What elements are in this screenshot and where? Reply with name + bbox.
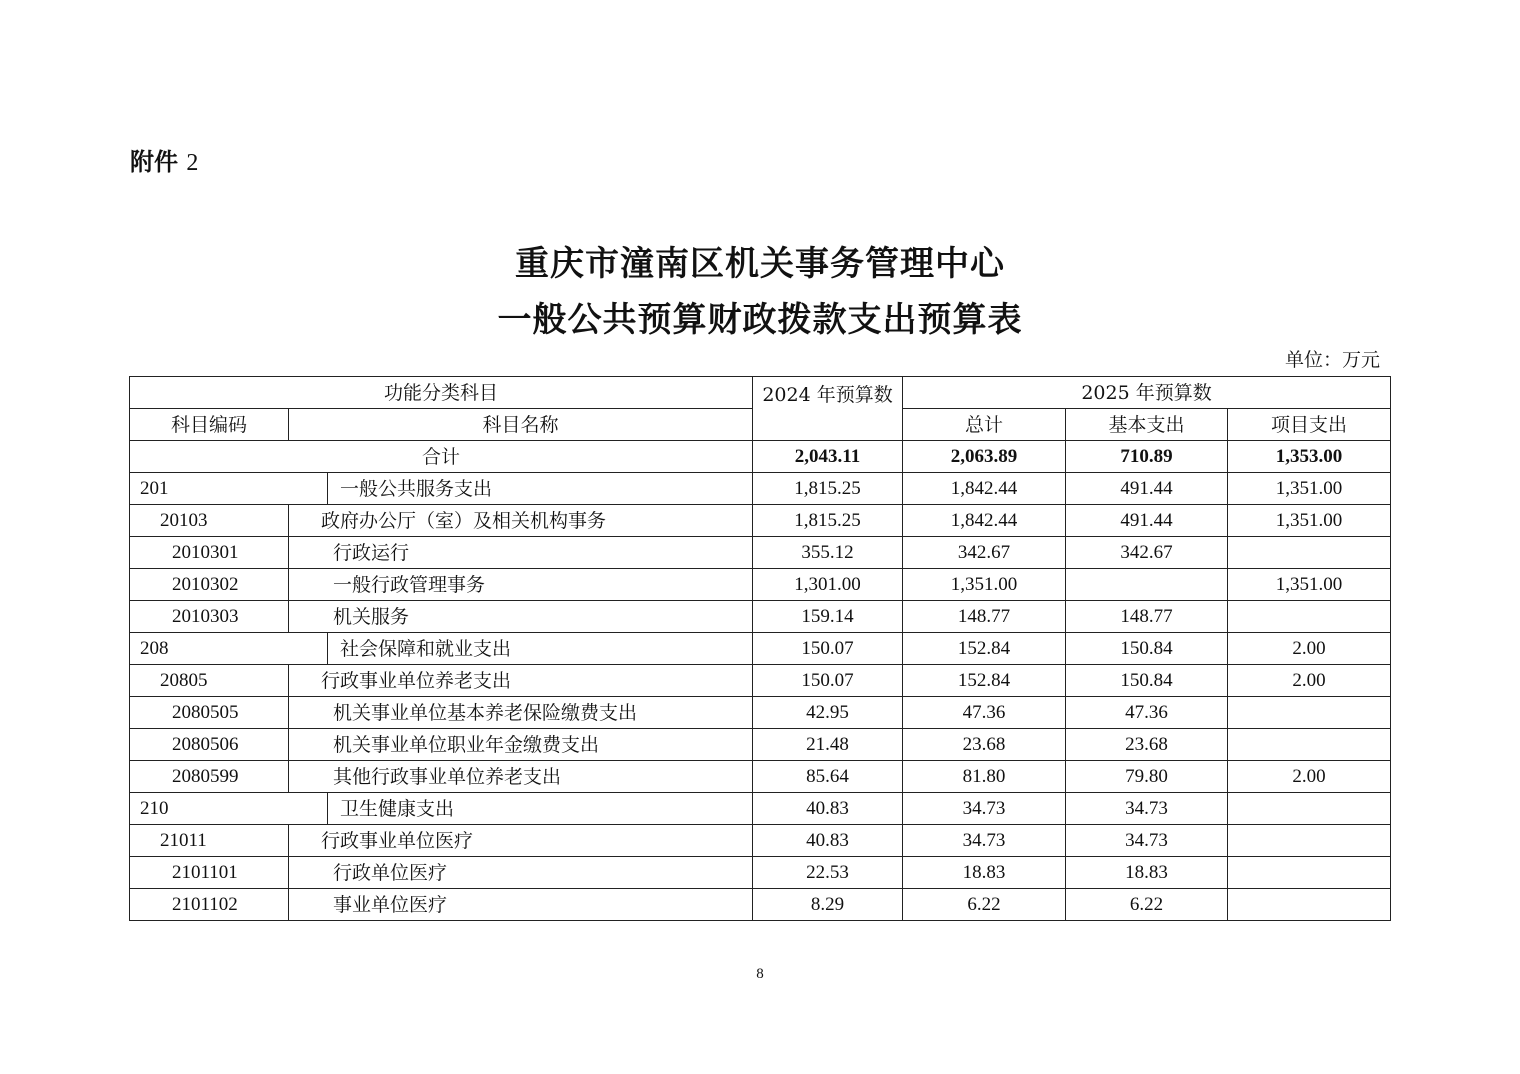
total-budget-2024: 2,043.11: [753, 441, 903, 473]
value-cell-budget-2024: 8.29: [753, 889, 903, 921]
subject-name-cell: 机关事业单位职业年金缴费支出: [289, 729, 753, 761]
value-cell-budget-2024: 42.95: [753, 697, 903, 729]
value-cell-project: 2.00: [1228, 761, 1391, 793]
subject-code-cell: 2101101: [130, 857, 289, 889]
value-cell-total: 47.36: [903, 697, 1066, 729]
value-cell-budget-2024: 1,815.25: [753, 473, 903, 505]
table-row: [130, 889, 1391, 921]
subject-name-cell: 一般行政管理事务: [289, 569, 753, 601]
value-cell-total: 34.73: [903, 793, 1066, 825]
header-subject-name: 科目名称: [289, 409, 753, 441]
value-cell-basic: 148.77: [1066, 601, 1228, 633]
value-cell-budget-2024: 159.14: [753, 601, 903, 633]
value-cell-project: 1,351.00: [1228, 569, 1391, 601]
total-label: 合计: [130, 441, 753, 473]
value-cell-project: [1228, 537, 1391, 569]
value-cell-project: 2.00: [1228, 633, 1391, 665]
value-cell-total: 342.67: [903, 537, 1066, 569]
value-cell-total: 34.73: [903, 825, 1066, 857]
value-cell-budget-2024: 85.64: [753, 761, 903, 793]
value-cell-total: 1,351.00: [903, 569, 1066, 601]
value-cell-budget-2024: 355.12: [753, 537, 903, 569]
value-cell-project: [1228, 697, 1391, 729]
subject-code-cell: 2010301: [130, 537, 289, 569]
total-row: [130, 441, 1391, 473]
header-row-1: [130, 377, 1391, 409]
subject-code-cell: 20103: [130, 505, 289, 537]
subject-name-cell: 机关服务: [289, 601, 753, 633]
value-cell-budget-2024: 1,301.00: [753, 569, 903, 601]
value-cell-budget-2024: 40.83: [753, 793, 903, 825]
value-cell-basic: 342.67: [1066, 537, 1228, 569]
subject-name-cell: 卫生健康支出: [328, 793, 753, 825]
value-cell-basic: 34.73: [1066, 825, 1228, 857]
value-cell-budget-2024: 150.07: [753, 665, 903, 697]
subject-code-cell: 2010303: [130, 601, 289, 633]
value-cell-basic: 150.84: [1066, 665, 1228, 697]
subject-name-cell: 行政单位医疗: [289, 857, 753, 889]
value-cell-budget-2024: 40.83: [753, 825, 903, 857]
value-cell-project: 2.00: [1228, 665, 1391, 697]
header-basic-expenditure: 基本支出: [1066, 409, 1228, 441]
total-total: 2,063.89: [903, 441, 1066, 473]
subject-name-cell: 其他行政事业单位养老支出: [289, 761, 753, 793]
value-cell-total: 1,842.44: [903, 505, 1066, 537]
value-cell-total: 152.84: [903, 633, 1066, 665]
unit-label: 单位：万元: [1284, 349, 1380, 371]
value-cell-basic: 34.73: [1066, 793, 1228, 825]
value-cell-project: [1228, 793, 1391, 825]
subject-name-cell: 政府办公厅（室）及相关机构事务: [289, 505, 753, 537]
subject-name-cell: 一般公共服务支出: [328, 473, 753, 505]
header-budget-2025: 2025 年预算数: [903, 377, 1391, 409]
attachment-label: [130, 146, 198, 179]
subject-name-cell: 行政运行: [289, 537, 753, 569]
subject-code-cell: 2080505: [130, 697, 289, 729]
value-cell-project: [1228, 857, 1391, 889]
page-title-line1: 重庆市潼南区机关事务管理中心: [515, 244, 1005, 284]
attachment-text: 附件: [130, 148, 178, 176]
value-cell-basic: 150.84: [1066, 633, 1228, 665]
value-cell-total: 148.77: [903, 601, 1066, 633]
value-cell-project: [1228, 601, 1391, 633]
value-cell-basic: [1066, 569, 1228, 601]
value-cell-budget-2024: 1,815.25: [753, 505, 903, 537]
header-functional-category: 功能分类科目: [130, 377, 753, 409]
table-row: [130, 825, 1391, 857]
subject-code-cell: 20805: [130, 665, 289, 697]
value-cell-basic: 47.36: [1066, 697, 1228, 729]
page-number: 8: [756, 966, 764, 982]
table-row: [130, 857, 1391, 889]
value-cell-budget-2024: 22.53: [753, 857, 903, 889]
subject-name-cell: 社会保障和就业支出: [328, 633, 753, 665]
page-title-line2: 一般公共预算财政拨款支出预算表: [497, 300, 1023, 340]
budget-table: [129, 376, 1391, 921]
table-row: [130, 569, 1391, 601]
value-cell-budget-2024: 150.07: [753, 633, 903, 665]
value-cell-basic: 23.68: [1066, 729, 1228, 761]
value-cell-total: 6.22: [903, 889, 1066, 921]
table-row: [130, 505, 1391, 537]
value-cell-project: 1,351.00: [1228, 473, 1391, 505]
value-cell-total: 23.68: [903, 729, 1066, 761]
header-budget-2024: 2024 年预算数: [753, 377, 903, 441]
value-cell-total: 1,842.44: [903, 473, 1066, 505]
value-cell-total: 152.84: [903, 665, 1066, 697]
table-row: [130, 601, 1391, 633]
value-cell-project: [1228, 825, 1391, 857]
subject-code-cell: 2080506: [130, 729, 289, 761]
value-cell-basic: 6.22: [1066, 889, 1228, 921]
value-cell-total: 81.80: [903, 761, 1066, 793]
subject-name-cell: 机关事业单位基本养老保险缴费支出: [289, 697, 753, 729]
value-cell-basic: 79.80: [1066, 761, 1228, 793]
subject-code-cell: 2101102: [130, 889, 289, 921]
header-total: 总计: [903, 409, 1066, 441]
table-row: [130, 761, 1391, 793]
table-row: [130, 537, 1391, 569]
table-row: [130, 697, 1391, 729]
subject-name-cell: 事业单位医疗: [289, 889, 753, 921]
subject-code-cell: 210: [130, 793, 328, 825]
subject-name-cell: 行政事业单位养老支出: [289, 665, 753, 697]
subject-code-cell: 21011: [130, 825, 289, 857]
value-cell-basic: 18.83: [1066, 857, 1228, 889]
total-project: 1,353.00: [1228, 441, 1391, 473]
subject-code-cell: 208: [130, 633, 328, 665]
value-cell-total: 18.83: [903, 857, 1066, 889]
value-cell-project: [1228, 729, 1391, 761]
value-cell-budget-2024: 21.48: [753, 729, 903, 761]
subject-code-cell: 2010302: [130, 569, 289, 601]
attachment-number: 2: [186, 150, 199, 176]
table-row: [130, 793, 1391, 825]
header-subject-code: 科目编码: [130, 409, 289, 441]
table-row: [130, 473, 1391, 505]
subject-code-cell: 2080599: [130, 761, 289, 793]
table-row: [130, 729, 1391, 761]
value-cell-project: 1,351.00: [1228, 505, 1391, 537]
value-cell-basic: 491.44: [1066, 473, 1228, 505]
subject-code-cell: 201: [130, 473, 328, 505]
header-project-expenditure: 项目支出: [1228, 409, 1391, 441]
subject-name-cell: 行政事业单位医疗: [289, 825, 753, 857]
total-basic: 710.89: [1066, 441, 1228, 473]
value-cell-basic: 491.44: [1066, 505, 1228, 537]
table-row: [130, 633, 1391, 665]
table-row: [130, 665, 1391, 697]
value-cell-project: [1228, 889, 1391, 921]
